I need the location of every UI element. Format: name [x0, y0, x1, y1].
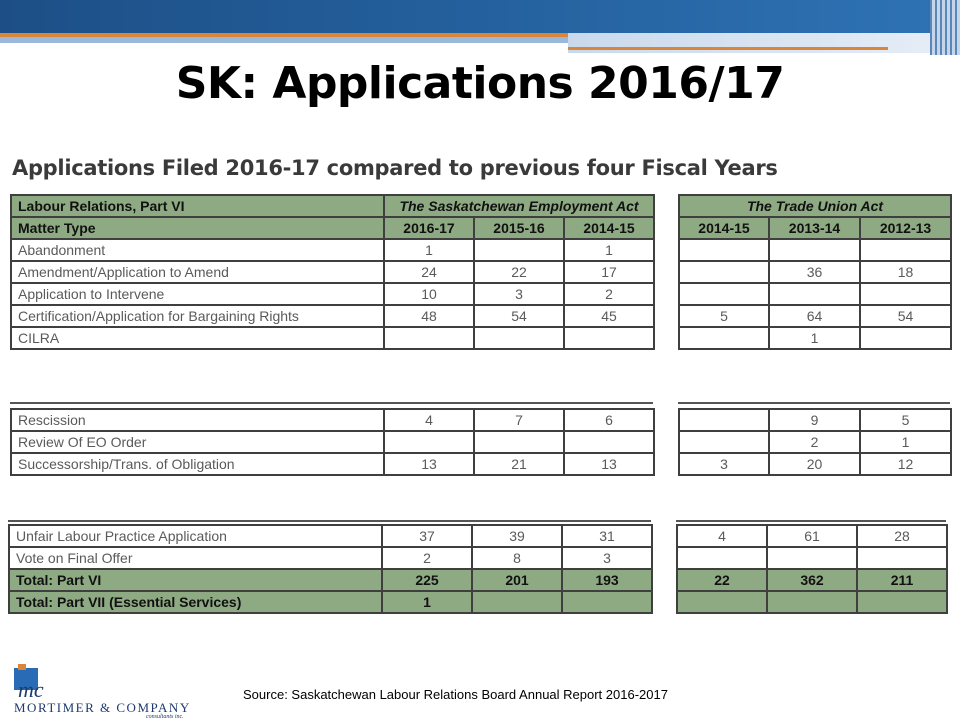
value-cell: 5	[860, 409, 951, 431]
right-table-block-3	[676, 524, 948, 614]
value-cell: 28	[857, 525, 947, 547]
value-cell: 31	[562, 525, 652, 547]
value-cell: 45	[564, 305, 654, 327]
right-table-block-1	[678, 194, 952, 350]
value-cell: 8	[472, 547, 562, 569]
value-cell	[474, 327, 564, 349]
table-row	[679, 453, 951, 475]
cropped-row-remnant	[676, 520, 946, 523]
value-cell: 6	[564, 409, 654, 431]
table-row	[11, 409, 654, 431]
table-row	[11, 327, 654, 349]
value-cell	[679, 431, 769, 453]
value-cell: 1	[384, 239, 474, 261]
value-cell	[384, 431, 474, 453]
value-cell: 4	[677, 525, 767, 547]
total-value	[677, 591, 767, 613]
value-cell: 48	[384, 305, 474, 327]
value-cell	[564, 327, 654, 349]
year-header-row	[11, 217, 654, 239]
table-row	[677, 525, 947, 547]
value-cell	[384, 327, 474, 349]
table-row	[9, 547, 652, 569]
total-value: 201	[472, 569, 562, 591]
header-band-light-line	[0, 37, 568, 43]
value-cell: 4	[384, 409, 474, 431]
value-cell	[857, 547, 947, 569]
value-cell: 20	[769, 453, 860, 475]
value-cell: 3	[562, 547, 652, 569]
value-cell	[474, 239, 564, 261]
value-cell: 54	[860, 305, 951, 327]
value-cell: 3	[679, 453, 769, 475]
right-table-block-2	[678, 408, 952, 476]
tua-year-header: 2012-13	[860, 217, 951, 239]
cropped-row-remnant	[678, 402, 950, 405]
value-cell: 22	[474, 261, 564, 283]
table-row	[679, 261, 951, 283]
group-label-cell: Labour Relations, Part VI	[11, 195, 384, 217]
table-row	[11, 453, 654, 475]
tua-year-header: 2014-15	[679, 217, 769, 239]
tua-header-cell: The Trade Union Act	[679, 195, 951, 217]
value-cell: 2	[382, 547, 472, 569]
row-label: Rescission	[11, 409, 384, 431]
value-cell: 10	[384, 283, 474, 305]
source-citation: Source: Saskatchewan Labour Relations Board Annual Report 2016-2017	[243, 687, 668, 702]
total-part-vi-row	[677, 569, 947, 591]
sea-header-cell: The Saskatchewan Employment Act	[384, 195, 654, 217]
total-value: 193	[562, 569, 652, 591]
cropped-row-remnant	[8, 520, 651, 523]
value-cell	[679, 327, 769, 349]
total-value	[472, 591, 562, 613]
logo-mark-icon	[12, 664, 52, 704]
left-table-block-3	[8, 524, 653, 614]
total-label: Total: Part VI	[9, 569, 382, 591]
value-cell: 5	[679, 305, 769, 327]
value-cell: 24	[384, 261, 474, 283]
table-row	[11, 239, 654, 261]
value-cell: 54	[474, 305, 564, 327]
slide-title: SK: Applications 2016/17	[175, 58, 785, 109]
left-table-block-1	[10, 194, 655, 350]
year-header-row	[679, 217, 951, 239]
table-row	[677, 547, 947, 569]
value-cell: 36	[769, 261, 860, 283]
total-value: 1	[382, 591, 472, 613]
table-row	[679, 283, 951, 305]
left-table-block-2	[10, 408, 655, 476]
row-label: Amendment/Application to Amend	[11, 261, 384, 283]
row-label: Abandonment	[11, 239, 384, 261]
value-cell	[677, 547, 767, 569]
value-cell: 1	[769, 327, 860, 349]
table-row	[11, 261, 654, 283]
value-cell	[564, 431, 654, 453]
header-band-right-orange-line	[568, 47, 888, 50]
value-cell	[679, 409, 769, 431]
row-label: Application to Intervene	[11, 283, 384, 305]
total-value: 225	[382, 569, 472, 591]
value-cell: 37	[382, 525, 472, 547]
total-value: 22	[677, 569, 767, 591]
sea-year-header: 2016-17	[384, 217, 474, 239]
value-cell	[679, 261, 769, 283]
table-row	[11, 431, 654, 453]
value-cell: 12	[860, 453, 951, 475]
total-label: Total: Part VII (Essential Services)	[9, 591, 382, 613]
table-row	[11, 305, 654, 327]
value-cell	[860, 239, 951, 261]
logo-tagline: consultants inc.	[146, 714, 184, 720]
table-row	[679, 239, 951, 261]
sea-year-header: 2014-15	[564, 217, 654, 239]
value-cell: 1	[564, 239, 654, 261]
value-cell	[767, 547, 857, 569]
value-cell: 17	[564, 261, 654, 283]
value-cell: 1	[860, 431, 951, 453]
header-band-right-panel	[568, 33, 960, 53]
total-value	[562, 591, 652, 613]
table-row	[679, 327, 951, 349]
row-label: Vote on Final Offer	[9, 547, 382, 569]
value-cell: 61	[767, 525, 857, 547]
value-cell: 9	[769, 409, 860, 431]
value-cell	[860, 283, 951, 305]
cropped-row-remnant	[10, 402, 653, 405]
total-value: 362	[767, 569, 857, 591]
value-cell: 3	[474, 283, 564, 305]
value-cell: 13	[564, 453, 654, 475]
row-label: CILRA	[11, 327, 384, 349]
value-cell: 39	[472, 525, 562, 547]
value-cell: 2	[769, 431, 860, 453]
value-cell: 21	[474, 453, 564, 475]
value-cell: 2	[564, 283, 654, 305]
sea-year-header: 2015-16	[474, 217, 564, 239]
table-row	[679, 305, 951, 327]
header-band-stripes	[930, 0, 960, 55]
total-part-vi-row	[9, 569, 652, 591]
header-band-blue	[0, 0, 960, 33]
table-row	[11, 283, 654, 305]
value-cell: 7	[474, 409, 564, 431]
value-cell: 13	[384, 453, 474, 475]
total-value: 211	[857, 569, 947, 591]
row-label: Review Of EO Order	[11, 431, 384, 453]
value-cell	[679, 283, 769, 305]
value-cell	[769, 283, 860, 305]
total-part-vii-row	[677, 591, 947, 613]
table-row	[679, 409, 951, 431]
table-row	[679, 431, 951, 453]
row-label: Certification/Application for Bargaining Rights	[11, 305, 384, 327]
table-row	[9, 525, 652, 547]
total-value	[857, 591, 947, 613]
group-header-row	[11, 195, 654, 217]
logo-initials: mc	[18, 677, 44, 702]
header-band	[0, 0, 960, 55]
company-logo	[6, 660, 196, 720]
total-part-vii-row	[9, 591, 652, 613]
row-label: Unfair Labour Practice Application	[9, 525, 382, 547]
value-cell: 64	[769, 305, 860, 327]
total-value	[767, 591, 857, 613]
value-cell	[860, 327, 951, 349]
group-header-row	[679, 195, 951, 217]
value-cell: 18	[860, 261, 951, 283]
value-cell	[474, 431, 564, 453]
value-cell	[769, 239, 860, 261]
value-cell	[679, 239, 769, 261]
table-heading: Applications Filed 2016-17 compared to previous four Fiscal Years	[12, 156, 778, 180]
logo-company-name: MORTIMER & COMPANY	[14, 700, 191, 715]
matter-type-header: Matter Type	[11, 217, 384, 239]
row-label: Successorship/Trans. of Obligation	[11, 453, 384, 475]
tua-year-header: 2013-14	[769, 217, 860, 239]
